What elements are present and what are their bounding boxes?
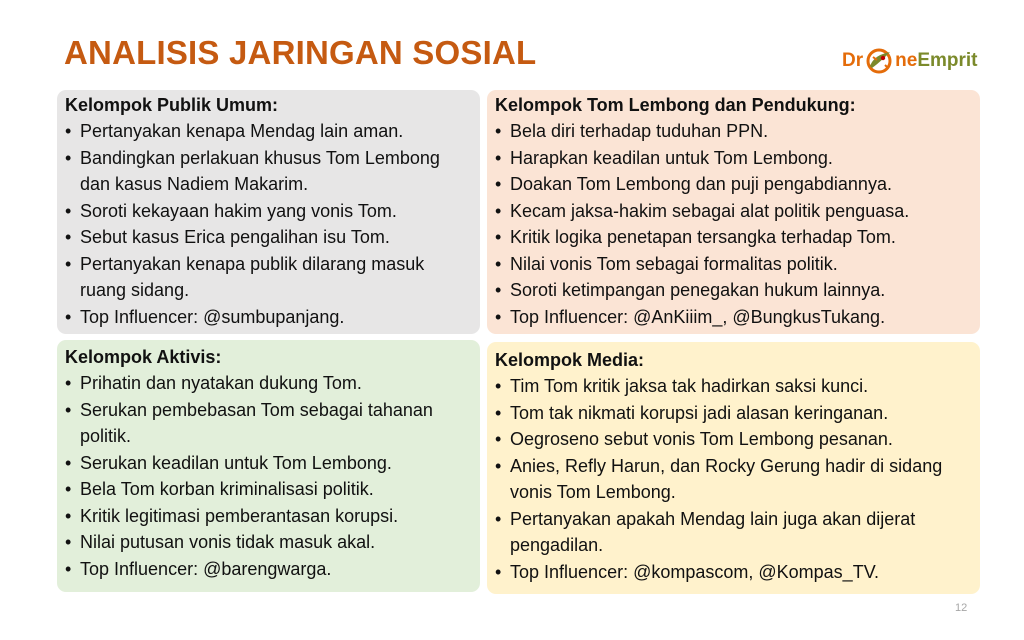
bullet: • [65, 306, 72, 327]
bullet: • [65, 558, 72, 579]
list-item-text: Kecam jaksa-hakim sebagai alat politik penguasa. [510, 200, 910, 221]
list-item [495, 277, 978, 304]
bullet: • [495, 200, 502, 221]
list-item [495, 400, 974, 427]
bullet: • [495, 121, 502, 141]
list-item-text: Top Influencer: @barengwarga. [80, 558, 332, 579]
list-item-text: Nilai vonis Tom sebagai formalitas politik. [510, 253, 838, 274]
group-list [495, 373, 974, 585]
list-item-text: Doakan Tom Lembong dan puji pengabdiannya. [510, 174, 892, 194]
logo-text-part1: Dr [842, 50, 864, 71]
group-heading: Kelompok Media: [495, 350, 645, 370]
bullet: • [65, 505, 72, 526]
list-item-text: Serukan keadilan untuk Tom Lembong. [80, 452, 392, 473]
list-item-text: Pertanyakan kenapa Mendag lain aman. [80, 121, 404, 141]
list-item [495, 304, 978, 331]
list-item [495, 251, 978, 278]
group-heading: Kelompok Aktivis: [65, 347, 222, 367]
list-item [65, 198, 474, 225]
list-item [65, 476, 474, 503]
list-item [65, 450, 474, 477]
bullet: • [65, 373, 72, 393]
list-item [65, 503, 474, 530]
bullet: • [495, 174, 502, 194]
list-item-text: Sebut kasus Erica pengalihan isu Tom. [80, 227, 390, 247]
bullet: • [495, 280, 502, 300]
group-box-tom-lembong [487, 90, 980, 334]
list-item [65, 370, 474, 397]
bullet: • [495, 429, 502, 449]
list-item-text: Tim Tom kritik jaksa tak hadirkan saksi kunci. [510, 376, 869, 396]
list-item-text: Bandingkan perlakuan khusus Tom Lembong dan kasus Nadiem Makarim. [80, 147, 440, 194]
bullet: • [65, 147, 72, 168]
bullet: • [495, 147, 502, 168]
bullet: • [65, 452, 72, 473]
slide-title: ANALISIS JARINGAN SOSIAL [64, 34, 537, 71]
list-item [65, 529, 474, 556]
list-item [495, 506, 974, 559]
list-item [495, 224, 978, 251]
drone-emprit-logo [842, 48, 978, 74]
list-item [495, 171, 978, 198]
bullet: • [495, 376, 502, 396]
list-item [495, 426, 974, 453]
bullet: • [495, 253, 502, 274]
list-item [65, 556, 474, 583]
logo-text-part3: Emprit [917, 50, 978, 71]
list-item-text: Tom tak nikmati korupsi jadi alasan keringanan. [510, 402, 889, 423]
list-item-text: Serukan pembebasan Tom sebagai tahanan politik. [80, 399, 433, 446]
bullet: • [65, 532, 72, 552]
list-item-text: Kritik legitimasi pemberantasan korupsi. [80, 505, 399, 526]
bullet: • [65, 200, 72, 221]
list-item [65, 118, 474, 145]
bullet: • [65, 253, 72, 274]
list-item-text: Anies, Refly Harun, dan Rocky Gerung hadir di sidang vonis Tom Lembong. [510, 455, 943, 502]
bullet: • [495, 561, 502, 582]
logo-text-part2: ne [895, 50, 918, 71]
bullet: • [495, 402, 502, 423]
list-item-text: Pertanyakan kenapa publik dilarang masuk ruang sidang. [80, 253, 425, 300]
list-item [65, 224, 474, 251]
list-item-text: Bela diri terhadap tuduhan PPN. [510, 121, 769, 141]
page-number: 12 [955, 602, 968, 614]
list-item-text: Bela Tom korban kriminalisasi politik. [80, 479, 374, 499]
list-item-text: Kritik logika penetapan tersangka terhadap Tom. [510, 227, 896, 247]
group-list [65, 370, 474, 582]
list-item [65, 251, 474, 304]
bullet: • [495, 306, 502, 327]
group-list [65, 118, 474, 330]
bullet: • [495, 455, 502, 476]
bullet: • [65, 399, 72, 420]
bullet: • [495, 227, 502, 247]
group-box-publik-umum [57, 90, 480, 334]
list-item-text: Top Influencer: @kompascom, @Kompas_TV. [510, 561, 880, 582]
bullet: • [65, 121, 72, 141]
list-item [495, 198, 978, 225]
group-list [495, 118, 978, 330]
list-item [65, 145, 474, 198]
group-box-media [487, 342, 980, 594]
bullet: • [495, 508, 502, 529]
list-item-text: Top Influencer: @sumbupanjang. [80, 306, 345, 327]
list-item [65, 397, 474, 450]
group-heading: Kelompok Tom Lembong dan Pendukung: [495, 95, 856, 115]
list-item-text: Oegroseno sebut vonis Tom Lembong pesanan. [510, 429, 893, 449]
list-item-text: Soroti ketimpangan penegakan hukum lainnya. [510, 280, 886, 300]
drone-icon [864, 48, 894, 74]
list-item-text: Nilai putusan vonis tidak masuk akal. [80, 532, 376, 552]
list-item-text: Pertanyakan apakah Mendag lain juga akan dijerat pengadilan. [510, 508, 916, 555]
group-box-aktivis [57, 340, 480, 592]
bullet: • [65, 227, 72, 247]
list-item-text: Soroti kekayaan hakim yang vonis Tom. [80, 200, 397, 221]
list-item [495, 145, 978, 172]
list-item [495, 118, 978, 145]
group-heading: Kelompok Publik Umum: [65, 95, 279, 115]
list-item [495, 559, 974, 586]
list-item [495, 373, 974, 400]
list-item [495, 453, 974, 506]
list-item-text: Prihatin dan nyatakan dukung Tom. [80, 373, 362, 393]
list-item-text: Harapkan keadilan untuk Tom Lembong. [510, 147, 833, 168]
bullet: • [65, 479, 72, 499]
list-item [65, 304, 474, 331]
list-item-text: Top Influencer: @AnKiiim_, @BungkusTukang. [510, 306, 886, 327]
